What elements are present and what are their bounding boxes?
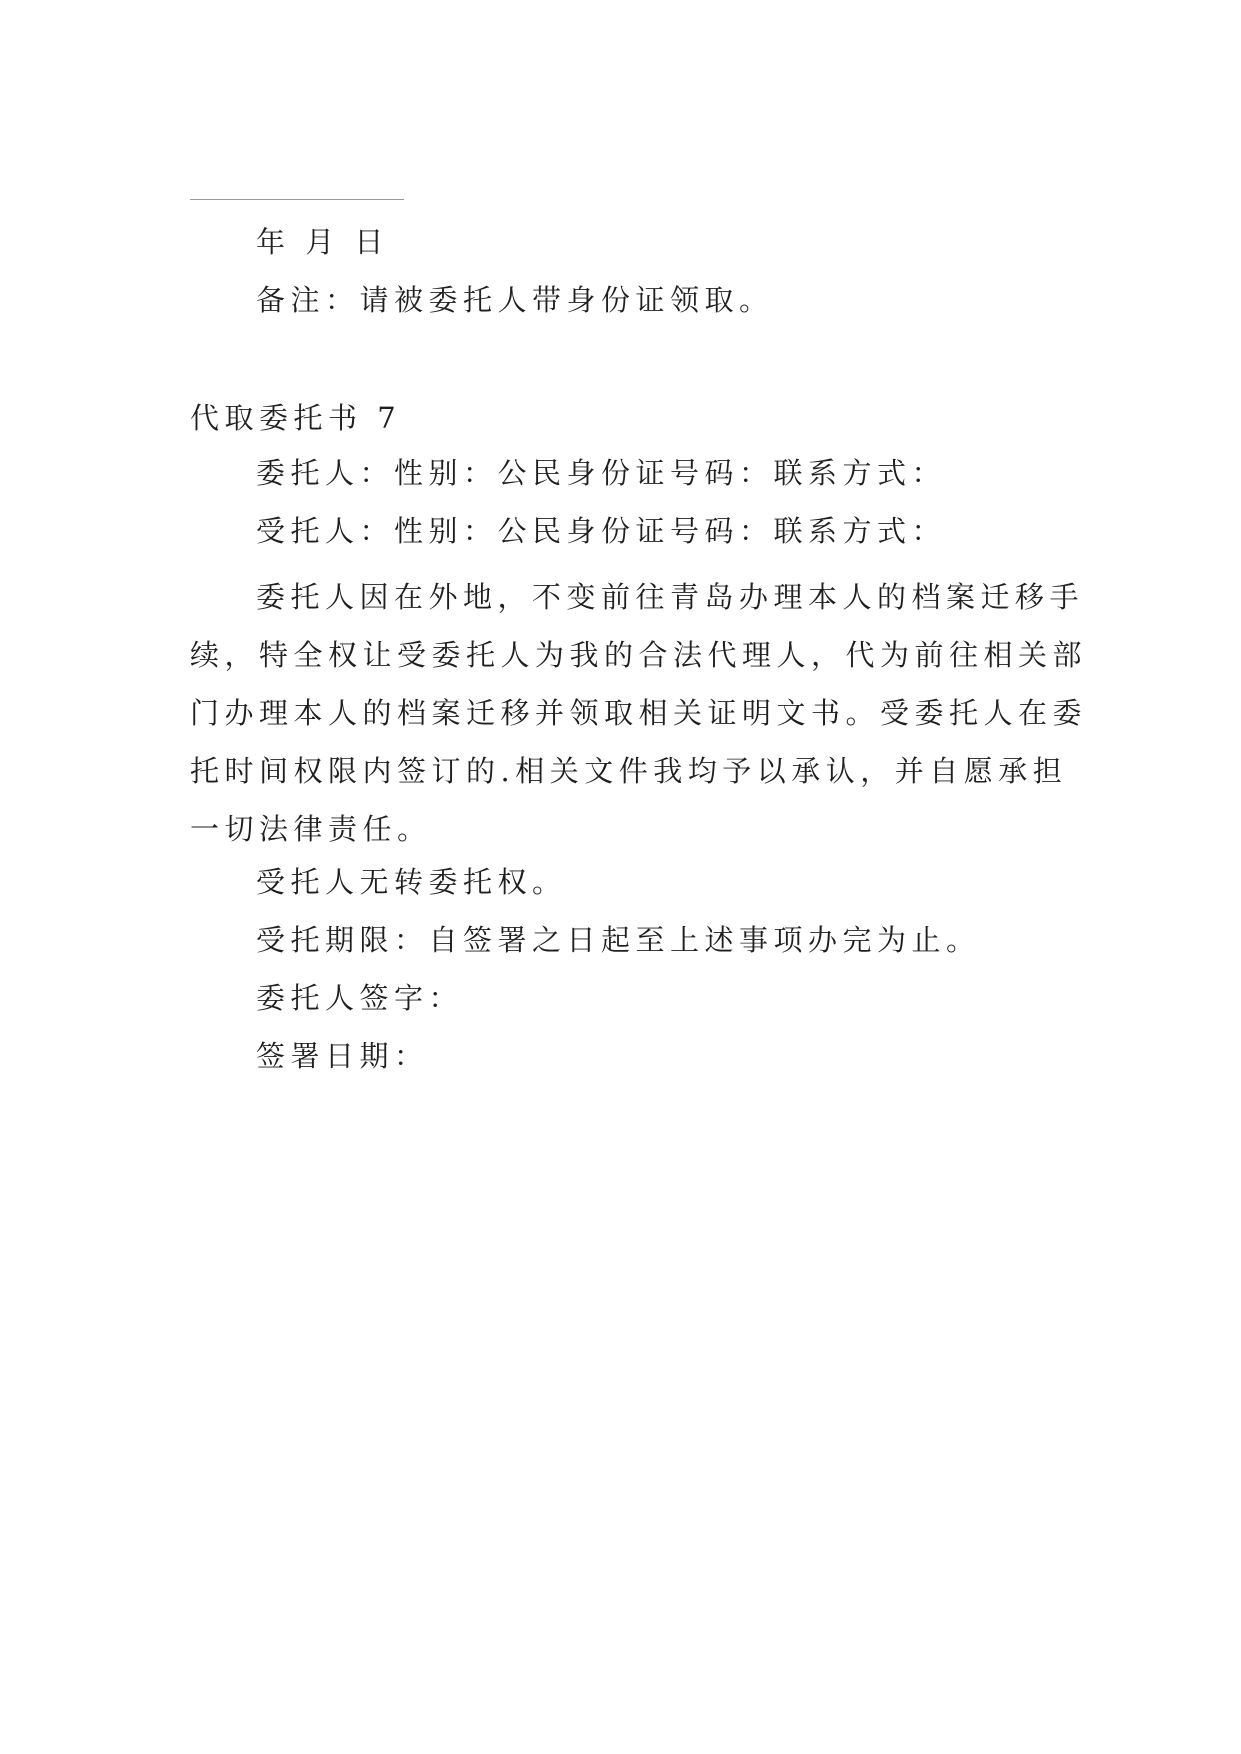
paragraph-line: 续，特全权让受委托人为我的合法代理人，代为前往相关部 bbox=[190, 638, 1088, 672]
paragraph-line: 托时间权限内签订的.相关文件我均予以承认，并自愿承担 bbox=[190, 754, 1068, 788]
paragraph-line: 门办理本人的档案迁移并领取相关证明文书。受委托人在委 bbox=[190, 696, 1088, 730]
term-of-authorization: 受托期限：自签署之日起至上述事项办完为止。 bbox=[256, 923, 981, 957]
date-line: 年 月 日 bbox=[256, 225, 389, 259]
agent-line: 受托人：性别：公民身份证号码：联系方式： bbox=[256, 514, 947, 548]
signature-line bbox=[190, 199, 404, 200]
authorization-paragraph bbox=[190, 568, 1088, 858]
no-sub-delegation: 受托人无转委托权。 bbox=[256, 865, 567, 899]
section-title: 代取委托书 7 bbox=[190, 401, 402, 435]
signing-date-label: 签署日期： bbox=[256, 1039, 429, 1073]
principal-signature-label: 委托人签字： bbox=[256, 981, 464, 1015]
principal-line: 委托人：性别：公民身份证号码：联系方式： bbox=[256, 456, 947, 490]
paragraph-line: 一切法律责任。 bbox=[190, 812, 432, 846]
paragraph-line: 委托人因在外地，不变前往青岛办理本人的档案迁移手 bbox=[256, 580, 1085, 614]
note: 备注：请被委托人带身份证领取。 bbox=[256, 283, 774, 317]
